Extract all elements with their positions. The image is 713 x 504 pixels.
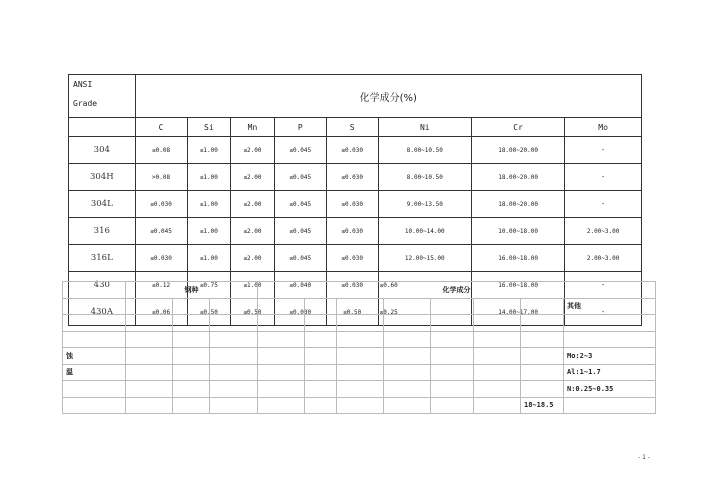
value-cell-c: ≤0.12	[135, 272, 187, 299]
table-row	[69, 191, 642, 218]
table-row	[63, 397, 656, 414]
empty-cell	[63, 331, 126, 348]
column-header-ni: Ni	[378, 118, 471, 137]
value-cell-si: ≤1.00	[187, 164, 231, 191]
table-row	[63, 298, 656, 315]
value-cell-mo: -	[565, 164, 642, 191]
ansi-grade-header	[69, 75, 136, 118]
empty-cell	[305, 331, 337, 348]
empty-cell	[305, 348, 337, 365]
value-cell-ni: 9.00~13.50	[378, 191, 471, 218]
empty-cell	[474, 364, 521, 381]
value-cell-s: ≤0.030	[326, 164, 378, 191]
value-cell-p: ≤0.045	[274, 191, 326, 218]
table-row	[63, 282, 656, 299]
empty-cell	[384, 315, 431, 332]
empty-cell	[173, 397, 210, 414]
value-cell-si: ≤1.00	[187, 245, 231, 272]
empty-cell	[258, 364, 305, 381]
empty-cell	[126, 348, 173, 365]
value-cell-ni: ≤0.60	[378, 272, 471, 299]
value-cell-p: ≤0.030	[274, 299, 326, 326]
empty-cell	[521, 315, 564, 332]
row-label-temperature: 温	[63, 364, 126, 381]
empty-cell	[126, 315, 173, 332]
empty-cell	[564, 315, 656, 332]
table-row	[69, 245, 642, 272]
empty-cell	[210, 364, 258, 381]
empty-cell	[384, 348, 431, 365]
chemical-composition-header: 化学成分(%)	[135, 75, 641, 118]
empty-cell	[337, 364, 384, 381]
empty-cell	[126, 397, 173, 414]
grade-cell: 430	[69, 272, 136, 299]
value-cell-c: >0.08	[135, 164, 187, 191]
empty-cell	[564, 397, 656, 414]
empty-cell	[305, 298, 337, 315]
empty-cell	[63, 381, 126, 398]
empty-cell	[173, 348, 210, 365]
empty-cell	[474, 348, 521, 365]
empty-cell	[126, 381, 173, 398]
empty-cell	[126, 331, 173, 348]
empty-cell	[210, 381, 258, 398]
value-cell-s: ≤0.50	[326, 299, 378, 326]
column-header-si: Si	[187, 118, 231, 137]
row-label-corrosion: 蚀	[63, 348, 126, 365]
empty-cell	[337, 397, 384, 414]
value-cell-mo: 2.00~3.00	[565, 218, 642, 245]
value-cell-mo: -	[565, 137, 642, 164]
value-cell-c: ≤0.08	[135, 137, 187, 164]
empty-cell	[337, 381, 384, 398]
value-cell-mn: ≤0.50	[231, 299, 275, 326]
empty-cell	[337, 348, 384, 365]
empty-cell	[258, 315, 305, 332]
value-cell-s: ≤0.030	[326, 191, 378, 218]
value-cell-s: ≤0.030	[326, 137, 378, 164]
empty-cell	[173, 315, 210, 332]
table-row	[63, 381, 656, 398]
table-row	[63, 348, 656, 365]
value-cell-c: ≤0.045	[135, 218, 187, 245]
ansi-label: ANSI	[73, 80, 93, 89]
note-range: 18~18.5	[521, 397, 564, 414]
grade-cell: 304H	[69, 164, 136, 191]
empty-cell	[126, 364, 173, 381]
note-al: Al:1~1.7	[564, 364, 656, 381]
value-cell-p: ≤0.040	[274, 272, 326, 299]
empty-cell	[431, 381, 474, 398]
value-cell-s: ≤0.030	[326, 218, 378, 245]
empty-cell	[384, 381, 431, 398]
grade-cell: 304L	[69, 191, 136, 218]
column-header-c: C	[135, 118, 187, 137]
empty-cell	[474, 315, 521, 332]
value-cell-mo: -	[565, 272, 642, 299]
grade-label: Grade	[73, 99, 98, 108]
table-row	[69, 137, 642, 164]
empty-cell	[258, 298, 305, 315]
empty-cell	[474, 298, 521, 315]
table-row	[63, 315, 656, 332]
empty-cell	[173, 381, 210, 398]
empty-cell	[337, 315, 384, 332]
empty-cell	[305, 397, 337, 414]
value-cell-si: ≤1.00	[187, 191, 231, 218]
empty-cell	[305, 315, 337, 332]
empty-cell	[474, 331, 521, 348]
composition-header: 化学成分	[258, 282, 656, 299]
value-cell-cr: 16.00~18.00	[471, 272, 564, 299]
element-column-headers	[69, 118, 642, 137]
value-cell-p: ≤0.045	[274, 164, 326, 191]
empty-cell	[521, 298, 564, 315]
value-cell-mn: ≤2.00	[231, 218, 275, 245]
value-cell-mo: 2.00~3.00	[565, 245, 642, 272]
empty-cell	[258, 397, 305, 414]
grade-cell: 430A	[69, 299, 136, 326]
empty-cell	[521, 364, 564, 381]
grade-cell: 316	[69, 218, 136, 245]
value-cell-si: ≤1.00	[187, 137, 231, 164]
empty-cell	[431, 315, 474, 332]
empty-header-cell	[69, 118, 136, 137]
value-cell-c: ≤0.06	[135, 299, 187, 326]
empty-cell	[474, 381, 521, 398]
column-header-mo: Mo	[565, 118, 642, 137]
value-cell-p: ≤0.045	[274, 137, 326, 164]
empty-cell	[210, 331, 258, 348]
empty-cell	[305, 364, 337, 381]
empty-cell	[521, 381, 564, 398]
other-label: 其他	[564, 298, 656, 315]
value-cell-ni: 10.00~14.00	[378, 218, 471, 245]
value-cell-mn: ≤1.00	[231, 272, 275, 299]
value-cell-p: ≤0.045	[274, 245, 326, 272]
table-row	[63, 364, 656, 381]
empty-cell	[63, 397, 126, 414]
value-cell-p: ≤0.045	[274, 218, 326, 245]
empty-cell	[173, 298, 210, 315]
grade-cell: 316L	[69, 245, 136, 272]
column-header-mn: Mn	[231, 118, 275, 137]
value-cell-cr: 18.00~20.00	[471, 137, 564, 164]
table-row	[63, 331, 656, 348]
empty-cell	[258, 381, 305, 398]
column-header-cr: Cr	[471, 118, 564, 137]
empty-cell	[431, 348, 474, 365]
column-header-p: P	[274, 118, 326, 137]
note-mo: Mo:2~3	[564, 348, 656, 365]
value-cell-ni: 12.00~15.00	[378, 245, 471, 272]
empty-cell	[521, 348, 564, 365]
empty-cell	[474, 397, 521, 414]
value-cell-cr: 10.00~18.00	[471, 218, 564, 245]
empty-cell	[384, 397, 431, 414]
value-cell-mn: ≤2.00	[231, 137, 275, 164]
empty-cell	[210, 315, 258, 332]
empty-cell	[63, 298, 126, 315]
value-cell-si: ≤0.75	[187, 272, 231, 299]
table-row	[69, 164, 642, 191]
value-cell-s: ≤0.030	[326, 272, 378, 299]
value-cell-c: ≤0.030	[135, 245, 187, 272]
empty-cell	[258, 348, 305, 365]
value-cell-c: ≤0.030	[135, 191, 187, 218]
empty-cell	[173, 364, 210, 381]
page-number: - 1 -	[638, 454, 650, 461]
value-cell-s: ≤0.030	[326, 245, 378, 272]
value-cell-cr: 18.00~20.00	[471, 191, 564, 218]
empty-cell	[63, 315, 126, 332]
empty-cell	[210, 298, 258, 315]
value-cell-cr: 14.00~17.00	[471, 299, 564, 326]
empty-cell	[564, 331, 656, 348]
value-cell-mo: -	[565, 299, 642, 326]
value-cell-si: ≤0.50	[187, 299, 231, 326]
table-row	[69, 218, 642, 245]
value-cell-mo: -	[565, 191, 642, 218]
empty-cell	[431, 364, 474, 381]
value-cell-mn: ≤2.00	[231, 191, 275, 218]
value-cell-ni: 8.00~10.50	[378, 164, 471, 191]
empty-cell	[431, 331, 474, 348]
value-cell-ni: 8.00~10.50	[378, 137, 471, 164]
empty-cell	[384, 331, 431, 348]
empty-cell	[63, 282, 126, 299]
grade-cell: 304	[69, 137, 136, 164]
empty-cell	[384, 364, 431, 381]
empty-cell	[210, 397, 258, 414]
value-cell-si: ≤1.00	[187, 218, 231, 245]
steel-composition-table	[62, 281, 656, 414]
empty-cell	[258, 331, 305, 348]
note-n: N:0.25~0.35	[564, 381, 656, 398]
empty-cell	[210, 348, 258, 365]
empty-cell	[384, 298, 431, 315]
steel-type-header: 钢种	[126, 282, 258, 299]
empty-cell	[337, 331, 384, 348]
empty-cell	[431, 298, 474, 315]
column-header-s: S	[326, 118, 378, 137]
value-cell-cr: 18.00~20.00	[471, 164, 564, 191]
empty-cell	[173, 331, 210, 348]
value-cell-mn: ≤2.00	[231, 245, 275, 272]
value-cell-cr: 16.00~18.00	[471, 245, 564, 272]
value-cell-mn: ≤2.00	[231, 164, 275, 191]
empty-cell	[431, 397, 474, 414]
empty-cell	[337, 298, 384, 315]
empty-cell	[305, 381, 337, 398]
value-cell-ni: ≤0.25	[378, 299, 471, 326]
empty-cell	[521, 331, 564, 348]
empty-cell	[126, 298, 173, 315]
